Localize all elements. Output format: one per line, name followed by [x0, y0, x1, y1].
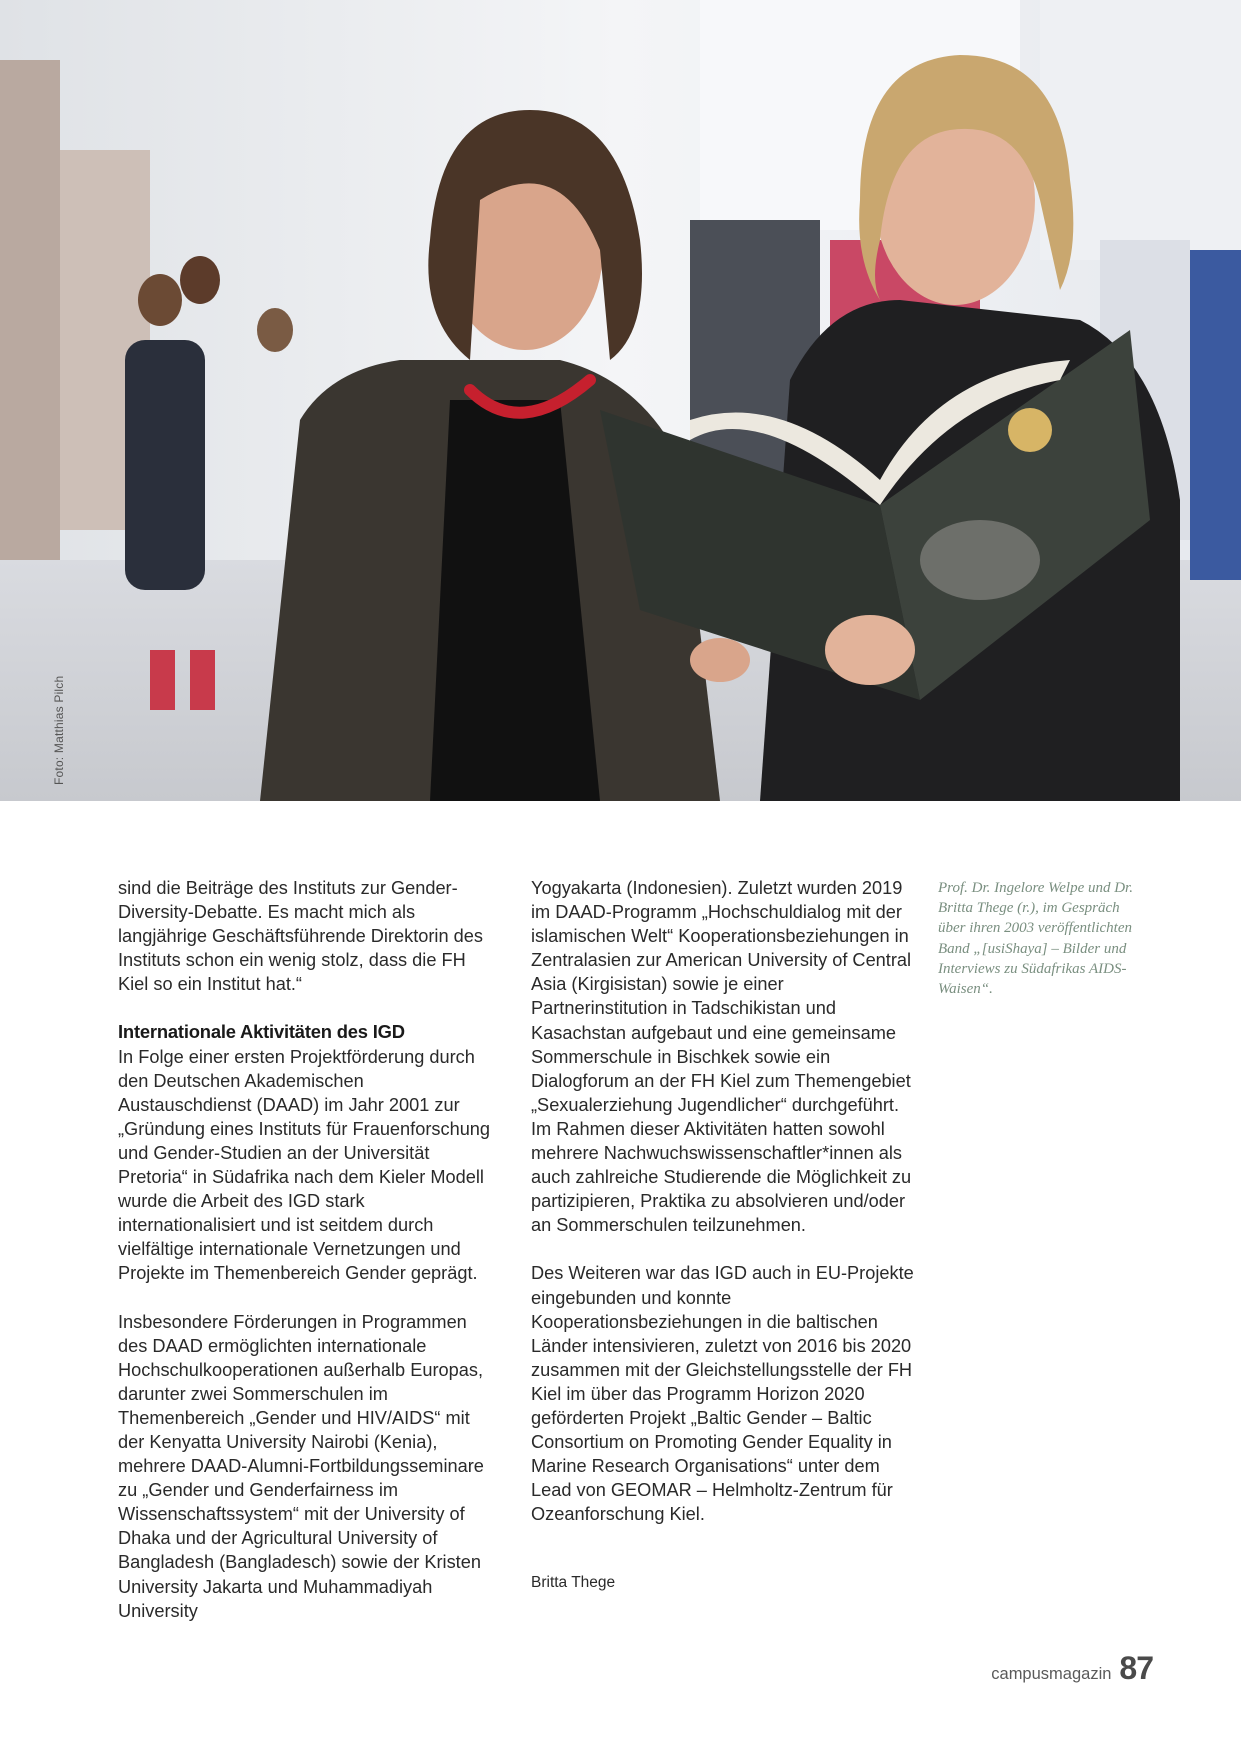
header-photo: [0, 0, 1241, 801]
photo-illustration: [0, 0, 1241, 801]
paragraph: Insbesondere Förderungen in Programmen des DAAD ermöglichten internationale Hochschulkooperationen außerhalb Europas, darunter zwei Sommerschulen im Themenbereich „Gender und HIV/AIDS“ mit der Kenyatta University Nairobi (Kenia), mehrere DAAD-Alumni-Fortbildungsseminare zu „Gender und Genderfairness im Wissenschaftssystem“ mit der University of Dhaka und der Agricultural University of Bangladesh (Bangladesch) sowie der Kristen University Jakarta und Muhammadiyah University: [118, 1311, 484, 1621]
paragraph-intro: sind die Beiträge des Instituts zur Gender-Diversity-Debatte. Es macht mich als langjährige Geschäftsführende Direktorin des Instituts schon ein wenig stolz, dass die FH Kiel so ein Institut hat.“: [118, 878, 483, 995]
photo-credit: Foto: Matthias Pilch: [52, 675, 66, 785]
author-name: Britta Thege: [531, 1574, 616, 1591]
paragraph: Yogyakarta (Indonesien). Zuletzt wurden 2019 im DAAD-Programm „Hochschuldialog mit der islamischen Welt“ Kooperationsbeziehungen in Zentralasien zur American University of Central Asia (Kirgisistan) sowie je einer Partnerinstitution in Tadschikistan und Kasachstan aufgebaut und eine gemeinsame Sommerschule in Bischkek sowie ein Dialogforum an der FH Kiel zum Themengebiet „Sexualerziehung Jugendlicher“ durchgeführt. Im Rahmen dieser Aktivitäten hatten sowohl mehrere Nachwuchswissenschaftler*innen als auch zahlreiche Studierende die Möglichkeit zu partizipieren, Praktika zu absolvieren und/oder an Sommerschulen teilzunehmen.: [531, 878, 912, 1236]
magazine-name: campusmagazin: [991, 1665, 1112, 1683]
article-column-2: [531, 876, 923, 1526]
article-column-1: [118, 876, 500, 1623]
paragraph: In Folge einer ersten Projektförderung durch den Deutschen Akademischen Austauschdienst (DAAD) im Jahr 2001 zur „Gründung eines Instituts für Frauenforschung und Gender-Studien an der Universität Pretoria“ in Südafrika nach dem Kieler Modell wurde die Arbeit des IGD stark internationalisiert und ist seitdem durch vielfältige internationale Vernetzungen und Projekte im Themenbereich Gender geprägt.: [118, 1046, 491, 1284]
photo-caption: Prof. Dr. Ingelore Welpe und Dr. Britta Thege (r.), im Gespräch über ihren 2003 veröffentlichten Band „[usiShaya] – Bilder und Interviews zu Südafrikas AIDS-Waisen“.: [938, 880, 1133, 998]
page-footer: [991, 1650, 1153, 1687]
section-heading: Internationale Aktivitäten des IGD: [118, 1021, 405, 1043]
page-number: 87: [1119, 1650, 1153, 1686]
paragraph: Des Weiteren war das IGD auch in EU-Projekte eingebunden und konnte Kooperationsbeziehungen in die baltischen Länder intensivieren, zuletzt von 2016 bis 2020 zusammen mit der Gleichstellungsstelle der FH Kiel im über das Programm Horizon 2020 geförderten Projekt „Baltic Gender – Baltic Consortium on Promoting Gender Equality in Marine Research Organisations“ unter dem Lead von GEOMAR – Helmholtz-Zentrum für Ozeanforschung Kiel.: [531, 1263, 914, 1525]
